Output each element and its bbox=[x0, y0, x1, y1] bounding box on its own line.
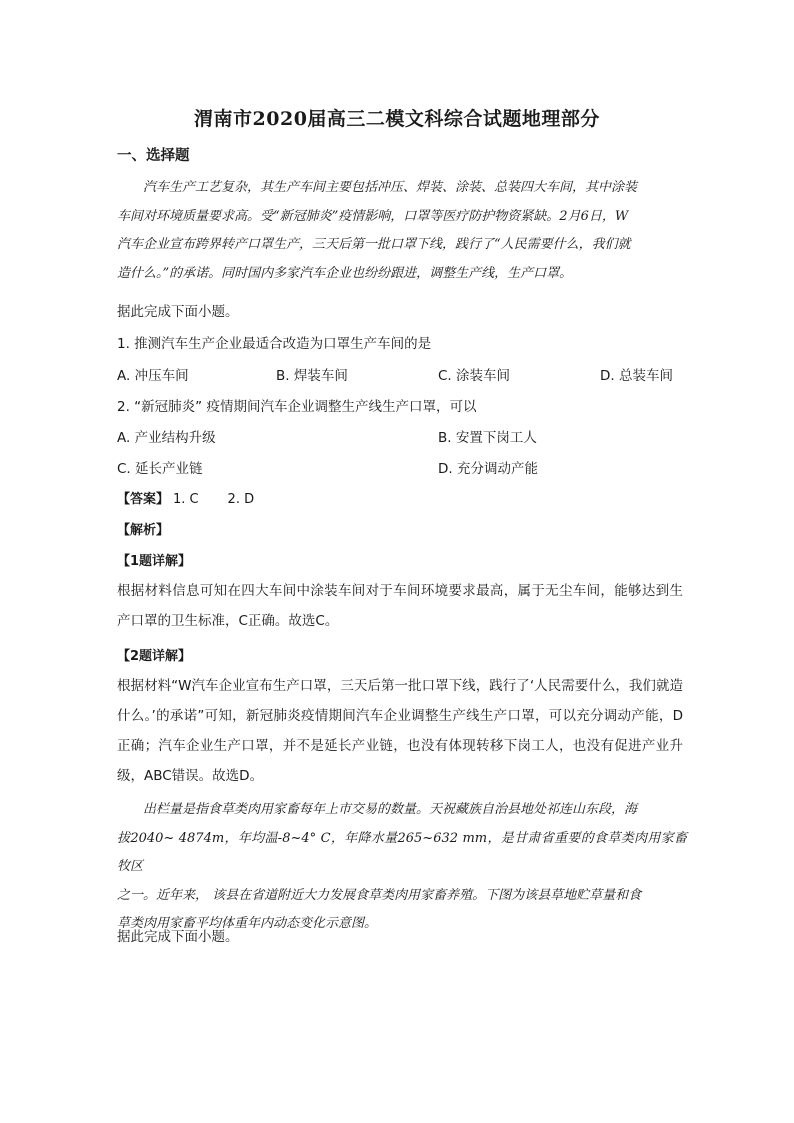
material-line: 造什么。”的承诺。同时国内多家汽车企业也纷纷跟进，调整生产线，生产口罩。 bbox=[117, 265, 573, 281]
page-title: 渭南市2020届高三二模文科综合试题地理部分 bbox=[194, 108, 600, 130]
material-line: 汽车企业宣布跨界转产口罩生产，三天后第一批口罩下线，践行了“人民需要什么，我们就 bbox=[117, 237, 631, 253]
instruction-text-2: 据此完成下面小题。 bbox=[117, 929, 239, 945]
answer-text: 1. C 2. D bbox=[173, 492, 255, 507]
q2-option-d: D. 充分调动产能 bbox=[438, 461, 538, 477]
q2-option-c: C. 延长产业链 bbox=[117, 461, 203, 477]
detail-2-text: 根据材料“W汽车企业宣布生产口罩，三天后第一批口罩下线，践行了‘人民需要什么，我们就造什么。’的承诺”可知，新冠肺炎疫情期间汽车企业调整生产线生产口罩，可以充分调动产能，D正确；汽车企业生产口罩，并不是延长产业链，也没有体现转移下岗工人，也没有促进产业升级，ABC错误。故选D。 bbox=[117, 678, 683, 784]
q2-option-b: B. 安置下岗工人 bbox=[438, 430, 537, 446]
detail-1-text: 根据材料信息可知在四大车间中涂装车间对于车间环境要求最高，属于无尘车间，能够达到生产口罩的卫生标准，C正确。故选C。 bbox=[117, 583, 683, 629]
material-line: 之一。近年来， 该县在省道附近大力发展食草类肉用家畜养殖。下图为该县草地贮草量和食 bbox=[117, 887, 642, 903]
material-paragraph-2 bbox=[117, 796, 687, 939]
question-1-stem: 1. 推测汽车生产企业最适合改造为口罩生产车间的是 bbox=[117, 336, 432, 352]
question-2-stem: 2. “新冠肺炎” 疫情期间汽车企业调整生产线生产口罩，可以 bbox=[117, 399, 477, 415]
section-heading: 一、选择题 bbox=[117, 148, 190, 164]
analysis-label: 【解析】 bbox=[117, 523, 170, 538]
answer-line bbox=[117, 488, 254, 507]
material-paragraph-1 bbox=[117, 174, 687, 288]
q2-option-a: A. 产业结构升级 bbox=[117, 430, 216, 446]
q1-option-a: A. 冲压车间 bbox=[117, 368, 189, 384]
material-line: 出栏量是指食草类肉用家畜每年上市交易的数量。天祝藏族自治县地处祁连山东段，海 bbox=[143, 802, 638, 817]
detail-1-label: 【1题详解】 bbox=[117, 554, 192, 569]
material-line: 汽车生产工艺复杂，其生产车间主要包括冲压、焊装、涂装、总装四大车间，其中涂装 bbox=[143, 180, 638, 195]
q1-option-b: B. 焊装车间 bbox=[276, 368, 348, 384]
material-line: 拔2040~ 4874m，年均温-8~4° C，年降水量265~632 mm，是甘肃省重要的食草类肉用家畜牧区 bbox=[117, 830, 687, 875]
q1-option-c: C. 涂装车间 bbox=[438, 368, 511, 384]
answer-label: 【答案】 bbox=[117, 492, 170, 507]
instruction-text: 据此完成下面小题。 bbox=[117, 304, 239, 320]
material-line: 车间对环境质量要求高。受“新冠肺炎”疫情影响，口罩等医疗防护物资紧缺。2月6日，W bbox=[117, 208, 629, 224]
material-line: 草类肉用家畜平均体重年内动态变化示意图。 bbox=[117, 916, 378, 932]
detail-2-label: 【2题详解】 bbox=[117, 649, 192, 664]
q1-option-d: D. 总装车间 bbox=[600, 368, 673, 384]
